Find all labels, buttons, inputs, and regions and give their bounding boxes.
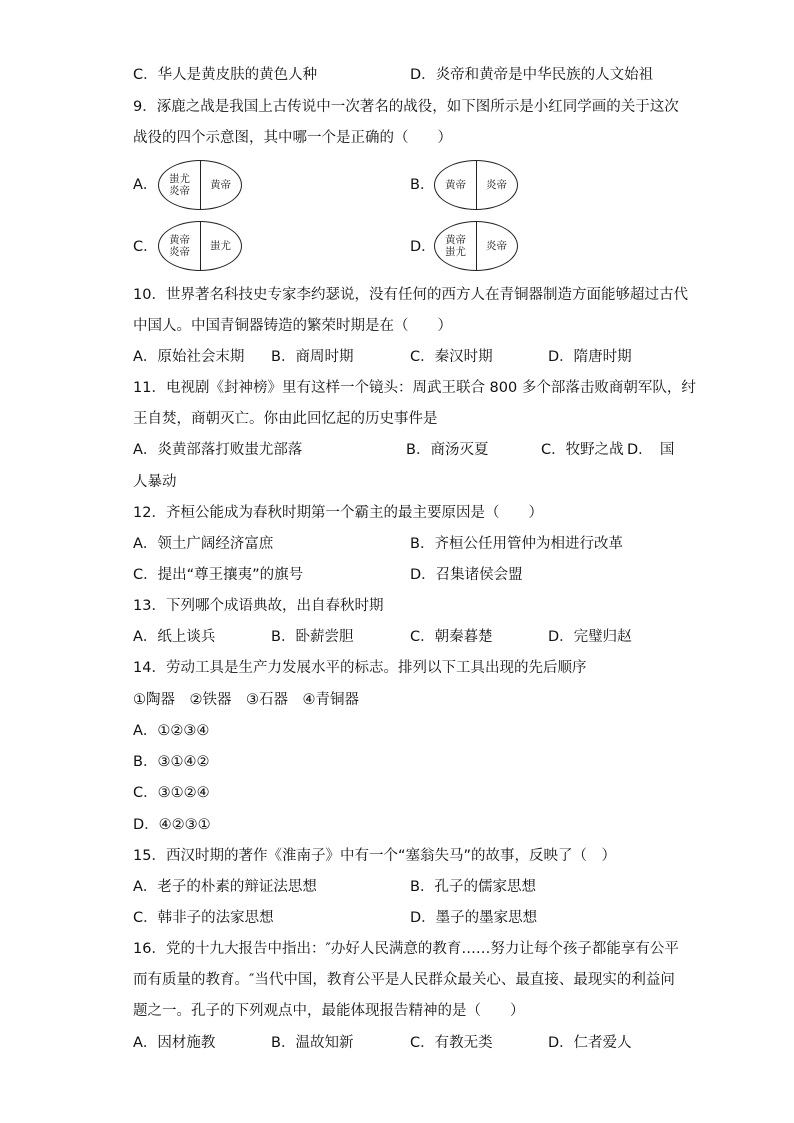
q12-option-c: C．提出“尊王攘夷”的旗号 — [133, 567, 304, 583]
q14-stem: 14．劳动工具是生产力发展水平的标志。排列以下工具出现的先后顺序 — [133, 660, 587, 676]
q12-stem: 12．齐桓公能成为春秋时期第一个霸主的最主要原因是（ ） — [133, 505, 543, 521]
q15-stem: 15．西汉时期的著作《淮南子》中有一个“塞翁失马”的故事，反映了（ ） — [133, 848, 616, 864]
diagram-c-left-1: 黄帝 — [169, 234, 190, 246]
q9-stem-line1: 9．涿鹿之战是我国上古传说中一次著名的战役，如下图所示是小红同学画的关于这次 — [133, 99, 679, 115]
q9-label-a: A． — [133, 177, 158, 193]
q9-diagram-c — [158, 221, 242, 271]
q13-stem: 13．下列哪个成语典故，出自春秋时期 — [133, 598, 384, 614]
diagram-c-right-1: 蚩尤 — [210, 240, 231, 252]
q11-option-b: B．商汤灭夏 — [406, 442, 489, 458]
diagram-d-left-1: 黄帝 — [445, 234, 466, 246]
q14-option-a: A．①②③④ — [133, 723, 210, 739]
diagram-d-right-1: 炎帝 — [486, 240, 507, 252]
q11-option-a: A．炎黄部落打败蚩尤部落 — [133, 442, 303, 458]
q11-option-d-continued: 人暴动 — [133, 474, 177, 490]
q8-option-c: C．华人是黄皮肤的黄色人种 — [133, 67, 318, 83]
diagram-b-right-1: 炎帝 — [486, 179, 507, 191]
q14-option-c: C．③①②④ — [133, 785, 210, 801]
q13-option-b: B．卧薪尝胆 — [271, 629, 354, 645]
q16-option-b: B．温故知新 — [271, 1035, 354, 1051]
q9-diagram-b — [434, 160, 518, 210]
q16-stem-line3: 题之一。孔子的下列观点中，最能体现报告精神的是（ ） — [133, 1003, 525, 1019]
q16-stem-line1: 16．党的十九大报告中指出：″办好人民满意的教育……努力让每个孩子都能享有公平 — [133, 941, 679, 957]
q15-option-c: C．韩非子的法家思想 — [133, 910, 274, 926]
q11-stem-line2: 王自焚，商朝灭亡。你由此回忆起的历史事件是 — [133, 411, 438, 427]
diagram-c-left-2: 炎帝 — [169, 246, 190, 258]
q10-stem-line1: 10．世界著名科技史专家李约瑟说，没有任何的西方人在青铜器制造方面能够超过古代 — [133, 287, 688, 303]
q15-option-a: A．老子的朴素的辩证法思想 — [133, 879, 317, 895]
q10-option-a: A．原始社会末期 — [133, 349, 245, 365]
q11-option-c: C．牧野之战 — [541, 442, 624, 458]
diagram-d-left-2: 蚩尤 — [445, 246, 466, 258]
q12-option-b: B．齐桓公任用管仲为相进行改革 — [410, 536, 623, 552]
q14-option-d: D．④②③① — [133, 817, 211, 833]
q13-option-a: A．纸上谈兵 — [133, 629, 216, 645]
q15-option-d: D．墨子的墨家思想 — [410, 910, 538, 926]
q14-items: ①陶器 ②铁器 ③石器 ④青铜器 — [133, 692, 359, 708]
q9-label-d: D． — [410, 239, 436, 255]
diagram-a-left-2: 炎帝 — [169, 185, 190, 197]
q9-label-c: C． — [133, 239, 158, 255]
q15-option-b: B．孔子的儒家思想 — [410, 879, 536, 895]
q14-option-b: B．③①④② — [133, 754, 210, 770]
q9-stem-line2: 战役的四个示意图，其中哪一个是正确的（ ） — [133, 130, 452, 146]
q11-option-d: D． 国 — [627, 442, 675, 458]
diagram-a-right-1: 黄帝 — [210, 179, 231, 191]
q12-option-d: D．召集诸侯会盟 — [410, 567, 523, 583]
q9-diagram-a — [158, 160, 242, 210]
q11-stem-line1: 11．电视剧《封神榜》里有这样一个镜头：周武王联合 800 多个部落击败商朝军队，纣 — [133, 380, 696, 396]
diagram-a-left-1: 蚩尤 — [169, 173, 190, 185]
q13-option-c: C．朝秦暮楚 — [410, 629, 493, 645]
q8-option-d: D．炎帝和黄帝是中华民族的人文始祖 — [410, 67, 654, 83]
q16-option-a: A．因材施教 — [133, 1035, 216, 1051]
q16-stem-line2: 而有质量的教育。″当代中国，教育公平是人民群众最关心、最直接、最现实的利益问 — [133, 972, 675, 988]
q9-diagram-d — [434, 221, 518, 271]
q12-option-a: A．领土广阔经济富庶 — [133, 536, 274, 552]
q10-stem-line2: 中国人。中国青铜器铸造的繁荣时期是在（ ） — [133, 318, 452, 334]
q16-option-c: C．有教无类 — [410, 1035, 493, 1051]
q10-option-d: D．隋唐时期 — [548, 349, 632, 365]
q10-option-c: C．秦汉时期 — [410, 349, 493, 365]
diagram-b-left-1: 黄帝 — [445, 179, 466, 191]
q13-option-d: D．完璧归赵 — [548, 629, 632, 645]
q10-option-b: B．商周时期 — [271, 349, 354, 365]
q16-option-d: D．仁者爱人 — [548, 1035, 632, 1051]
q9-label-b: B． — [410, 177, 435, 193]
